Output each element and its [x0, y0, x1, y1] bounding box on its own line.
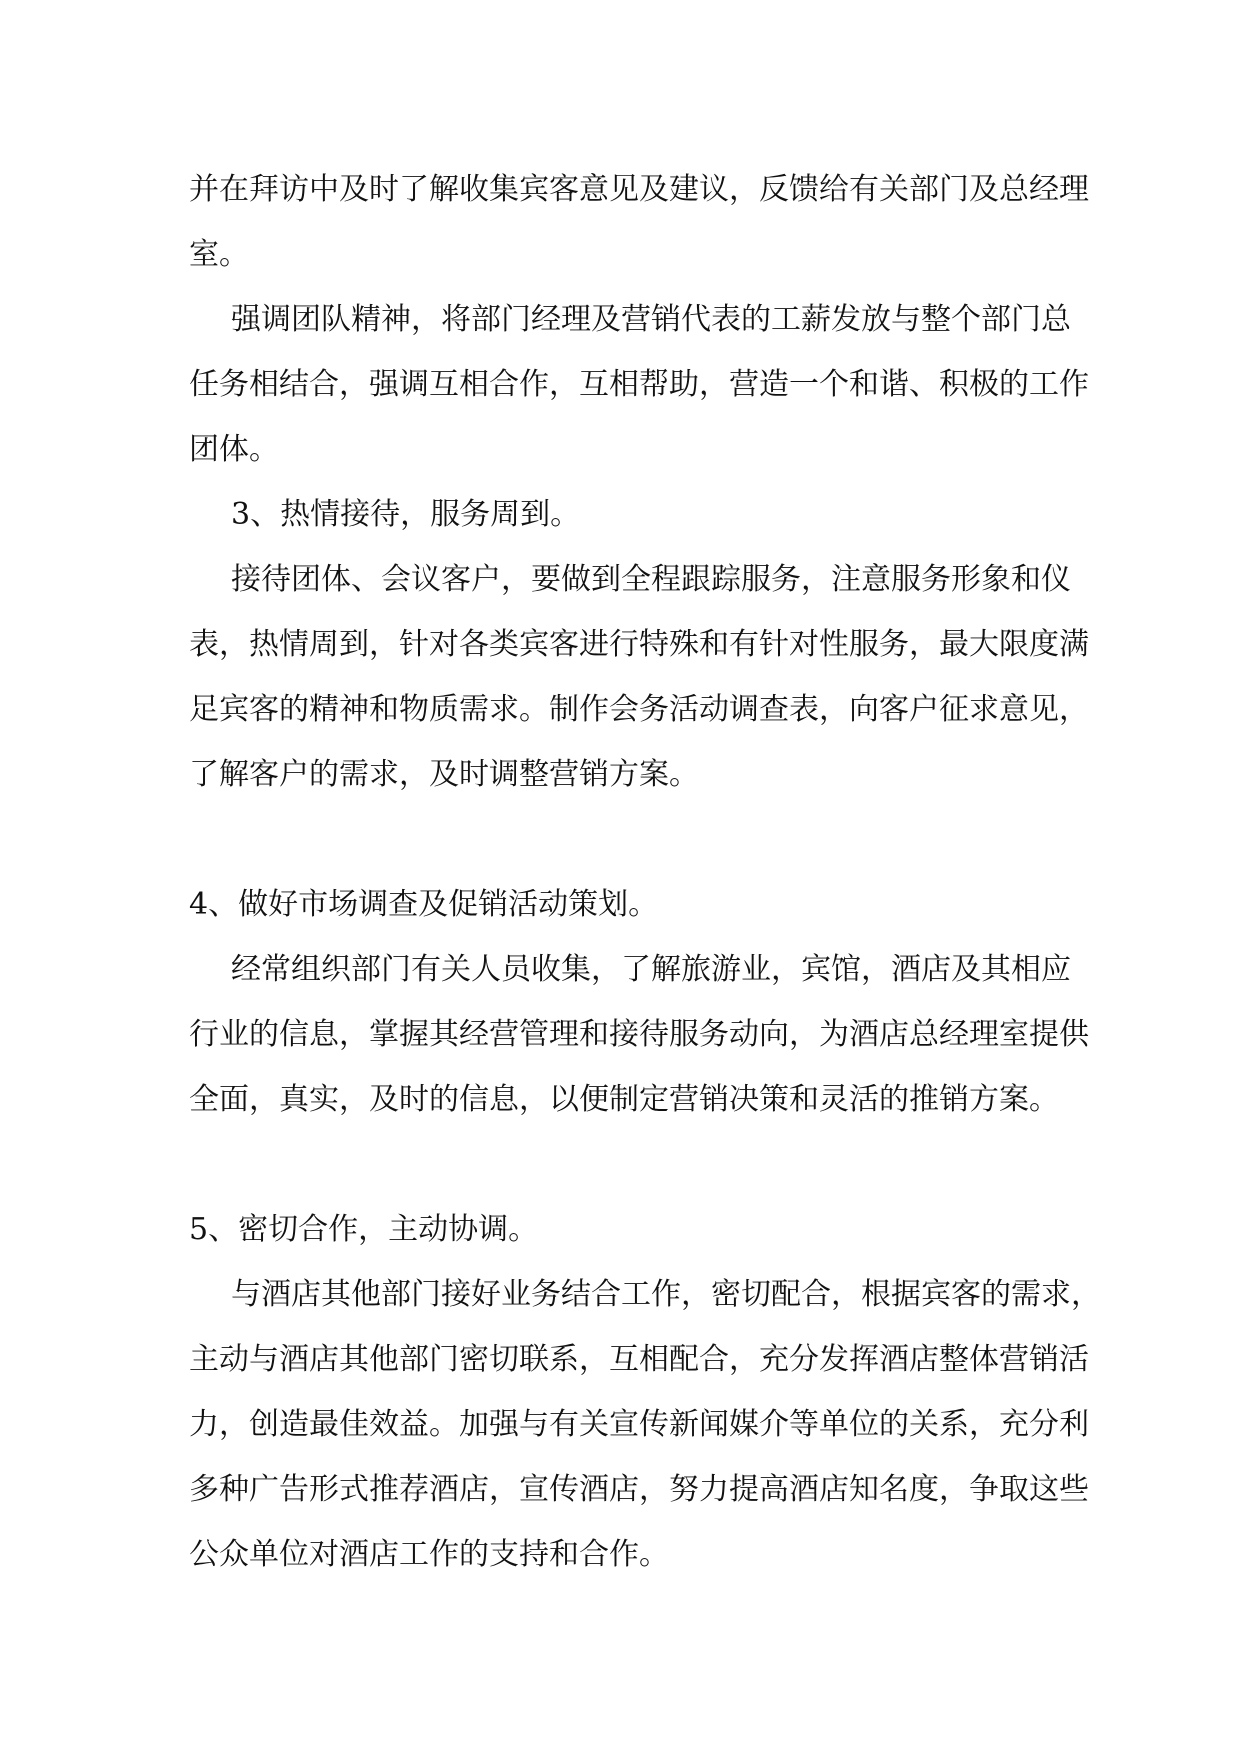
text-line: 团体。	[189, 432, 279, 467]
section-heading-5	[189, 1197, 1059, 1262]
blank-line	[189, 807, 1059, 872]
text-line: 与酒店其他部门接好业务结合工作，密切配合，根据宾客的需求，	[231, 1277, 1101, 1312]
paragraph-visit-feedback	[189, 157, 1089, 287]
paragraph-market-research	[189, 937, 1089, 1132]
text-line: 主动与酒店其他部门密切联系，互相配合，充分发挥酒店整体营销活	[189, 1342, 1089, 1377]
paragraph-reception	[189, 547, 1089, 807]
text-line: 表，热情周到，针对各类宾客进行特殊和有针对性服务，最大限度满	[189, 627, 1089, 662]
text-line: 接待团体、会议客户，要做到全程跟踪服务，注意服务形象和仪	[231, 562, 1071, 597]
document-body	[189, 157, 1101, 1587]
text-line: 多种广告形式推荐酒店，宣传酒店，努力提高酒店知名度，争取这些	[189, 1472, 1089, 1507]
text-line: 3、热情接待，服务周到。	[231, 497, 581, 532]
paragraph-team-spirit	[189, 287, 1089, 482]
section-heading-4	[189, 872, 1059, 937]
text-line: 室。	[189, 237, 249, 272]
section-heading-3	[189, 482, 1059, 547]
blank-line	[189, 1132, 1059, 1197]
text-line: 足宾客的精神和物质需求。制作会务活动调查表，向客户征求意见，	[189, 692, 1089, 727]
text-line: 行业的信息，掌握其经营管理和接待服务动向，为酒店总经理室提供	[189, 1017, 1089, 1052]
text-line: 4、做好市场调查及促销活动策划。	[189, 887, 659, 922]
text-line: 并在拜访中及时了解收集宾客意见及建议，反馈给有关部门及总经理	[189, 172, 1089, 207]
text-line: 任务相结合，强调互相合作，互相帮助，营造一个和谐、积极的工作	[189, 367, 1089, 402]
paragraph-cooperation	[189, 1262, 1101, 1587]
text-line: 力，创造最佳效益。加强与有关宣传新闻媒介等单位的关系，充分利	[189, 1407, 1089, 1442]
text-line: 公众单位对酒店工作的支持和合作。	[189, 1537, 669, 1572]
text-line: 强调团队精神，将部门经理及营销代表的工薪发放与整个部门总	[231, 302, 1071, 337]
text-line: 5、密切合作，主动协调。	[189, 1212, 539, 1247]
text-line: 了解客户的需求，及时调整营销方案。	[189, 757, 699, 792]
text-line: 经常组织部门有关人员收集，了解旅游业，宾馆，酒店及其相应	[231, 952, 1071, 987]
text-line: 全面，真实，及时的信息，以便制定营销决策和灵活的推销方案。	[189, 1082, 1059, 1117]
